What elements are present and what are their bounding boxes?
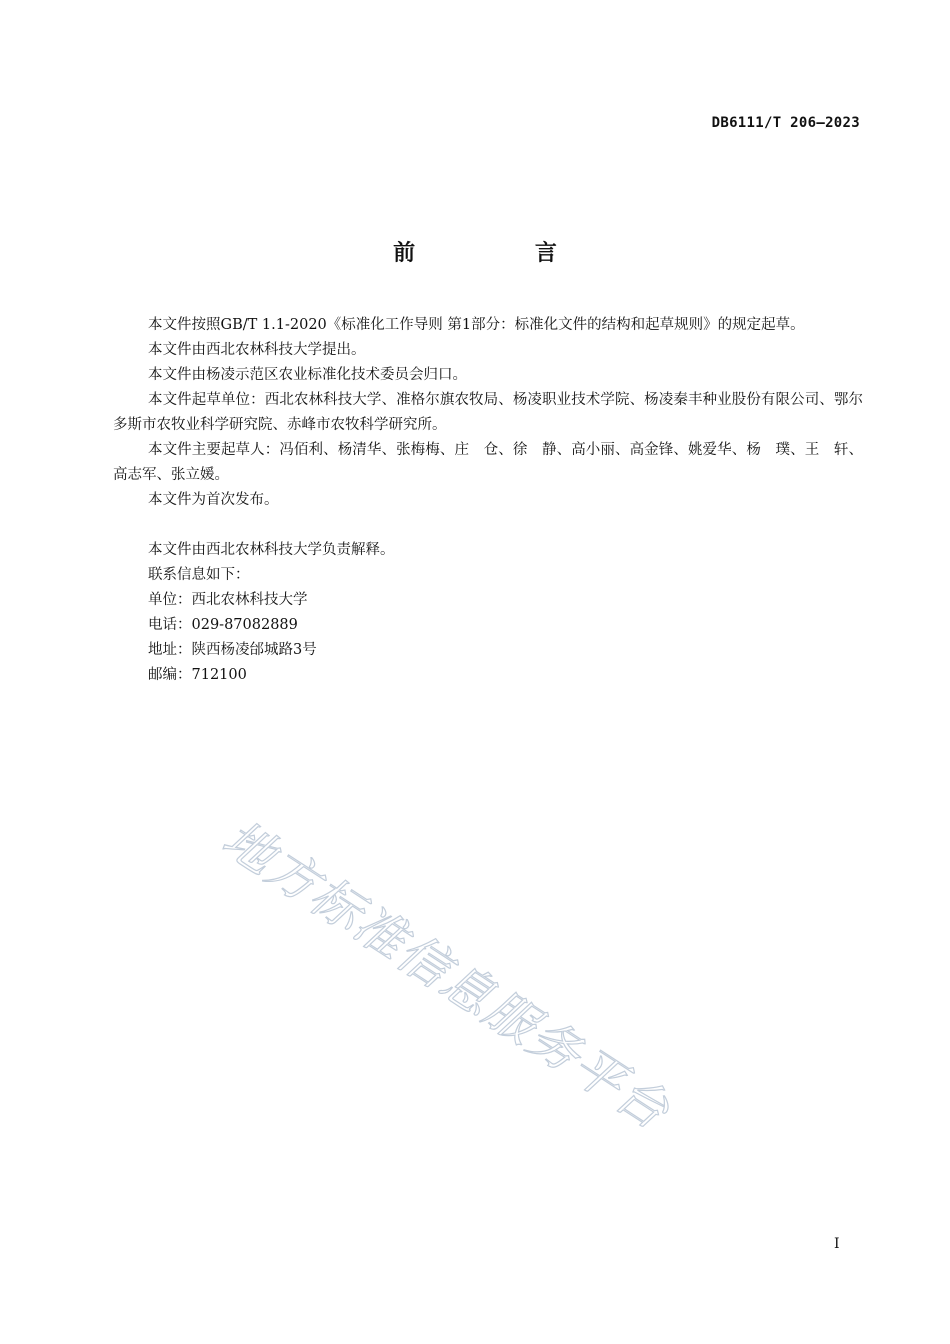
document-code: DB6111/T 206—2023	[711, 115, 860, 131]
contact-unit: 单位：西北农林科技大学	[148, 592, 308, 608]
paragraph-spacer	[113, 513, 863, 538]
contact-heading: 联系信息如下：	[148, 567, 250, 583]
paragraph-first-release: 本文件为首次发布。	[148, 492, 279, 508]
watermark: 地方标准信息服务平台	[212, 809, 681, 1142]
paragraph-committee: 本文件由杨凌示范区农业标准化技术委员会归口。	[148, 367, 467, 383]
contact-phone: 电话：029-87082889	[148, 617, 298, 633]
contact-address: 地址：陕西杨凌邰城路3号	[148, 642, 317, 658]
page-title: 前 言	[393, 241, 613, 266]
paragraph-drafting-units: 本文件起草单位：西北农林科技大学、准格尔旗农牧局、杨凌职业技术学院、杨凌秦丰种业股份有限公司、鄂尔多斯市农牧业科学研究院、赤峰市农牧科学研究所。	[113, 392, 863, 433]
foreword-body	[113, 313, 863, 688]
paragraph-standard-basis: 本文件按照GB/T 1.1-2020《标准化工作导则 第1部分：标准化文件的结构和起草规则》的规定起草。	[148, 317, 805, 333]
page-number: I	[834, 1236, 840, 1252]
contact-intro: 本文件由西北农林科技大学负责解释。	[148, 542, 395, 558]
paragraph-proposer: 本文件由西北农林科技大学提出。	[148, 342, 366, 358]
paragraph-drafters: 本文件主要起草人：冯佰利、杨清华、张梅梅、庄 仓、徐 静、高小丽、高金锋、姚爱华、杨 璞、王 轩、高志军、张立媛。	[113, 442, 863, 483]
contact-postcode: 邮编：712100	[148, 667, 247, 683]
